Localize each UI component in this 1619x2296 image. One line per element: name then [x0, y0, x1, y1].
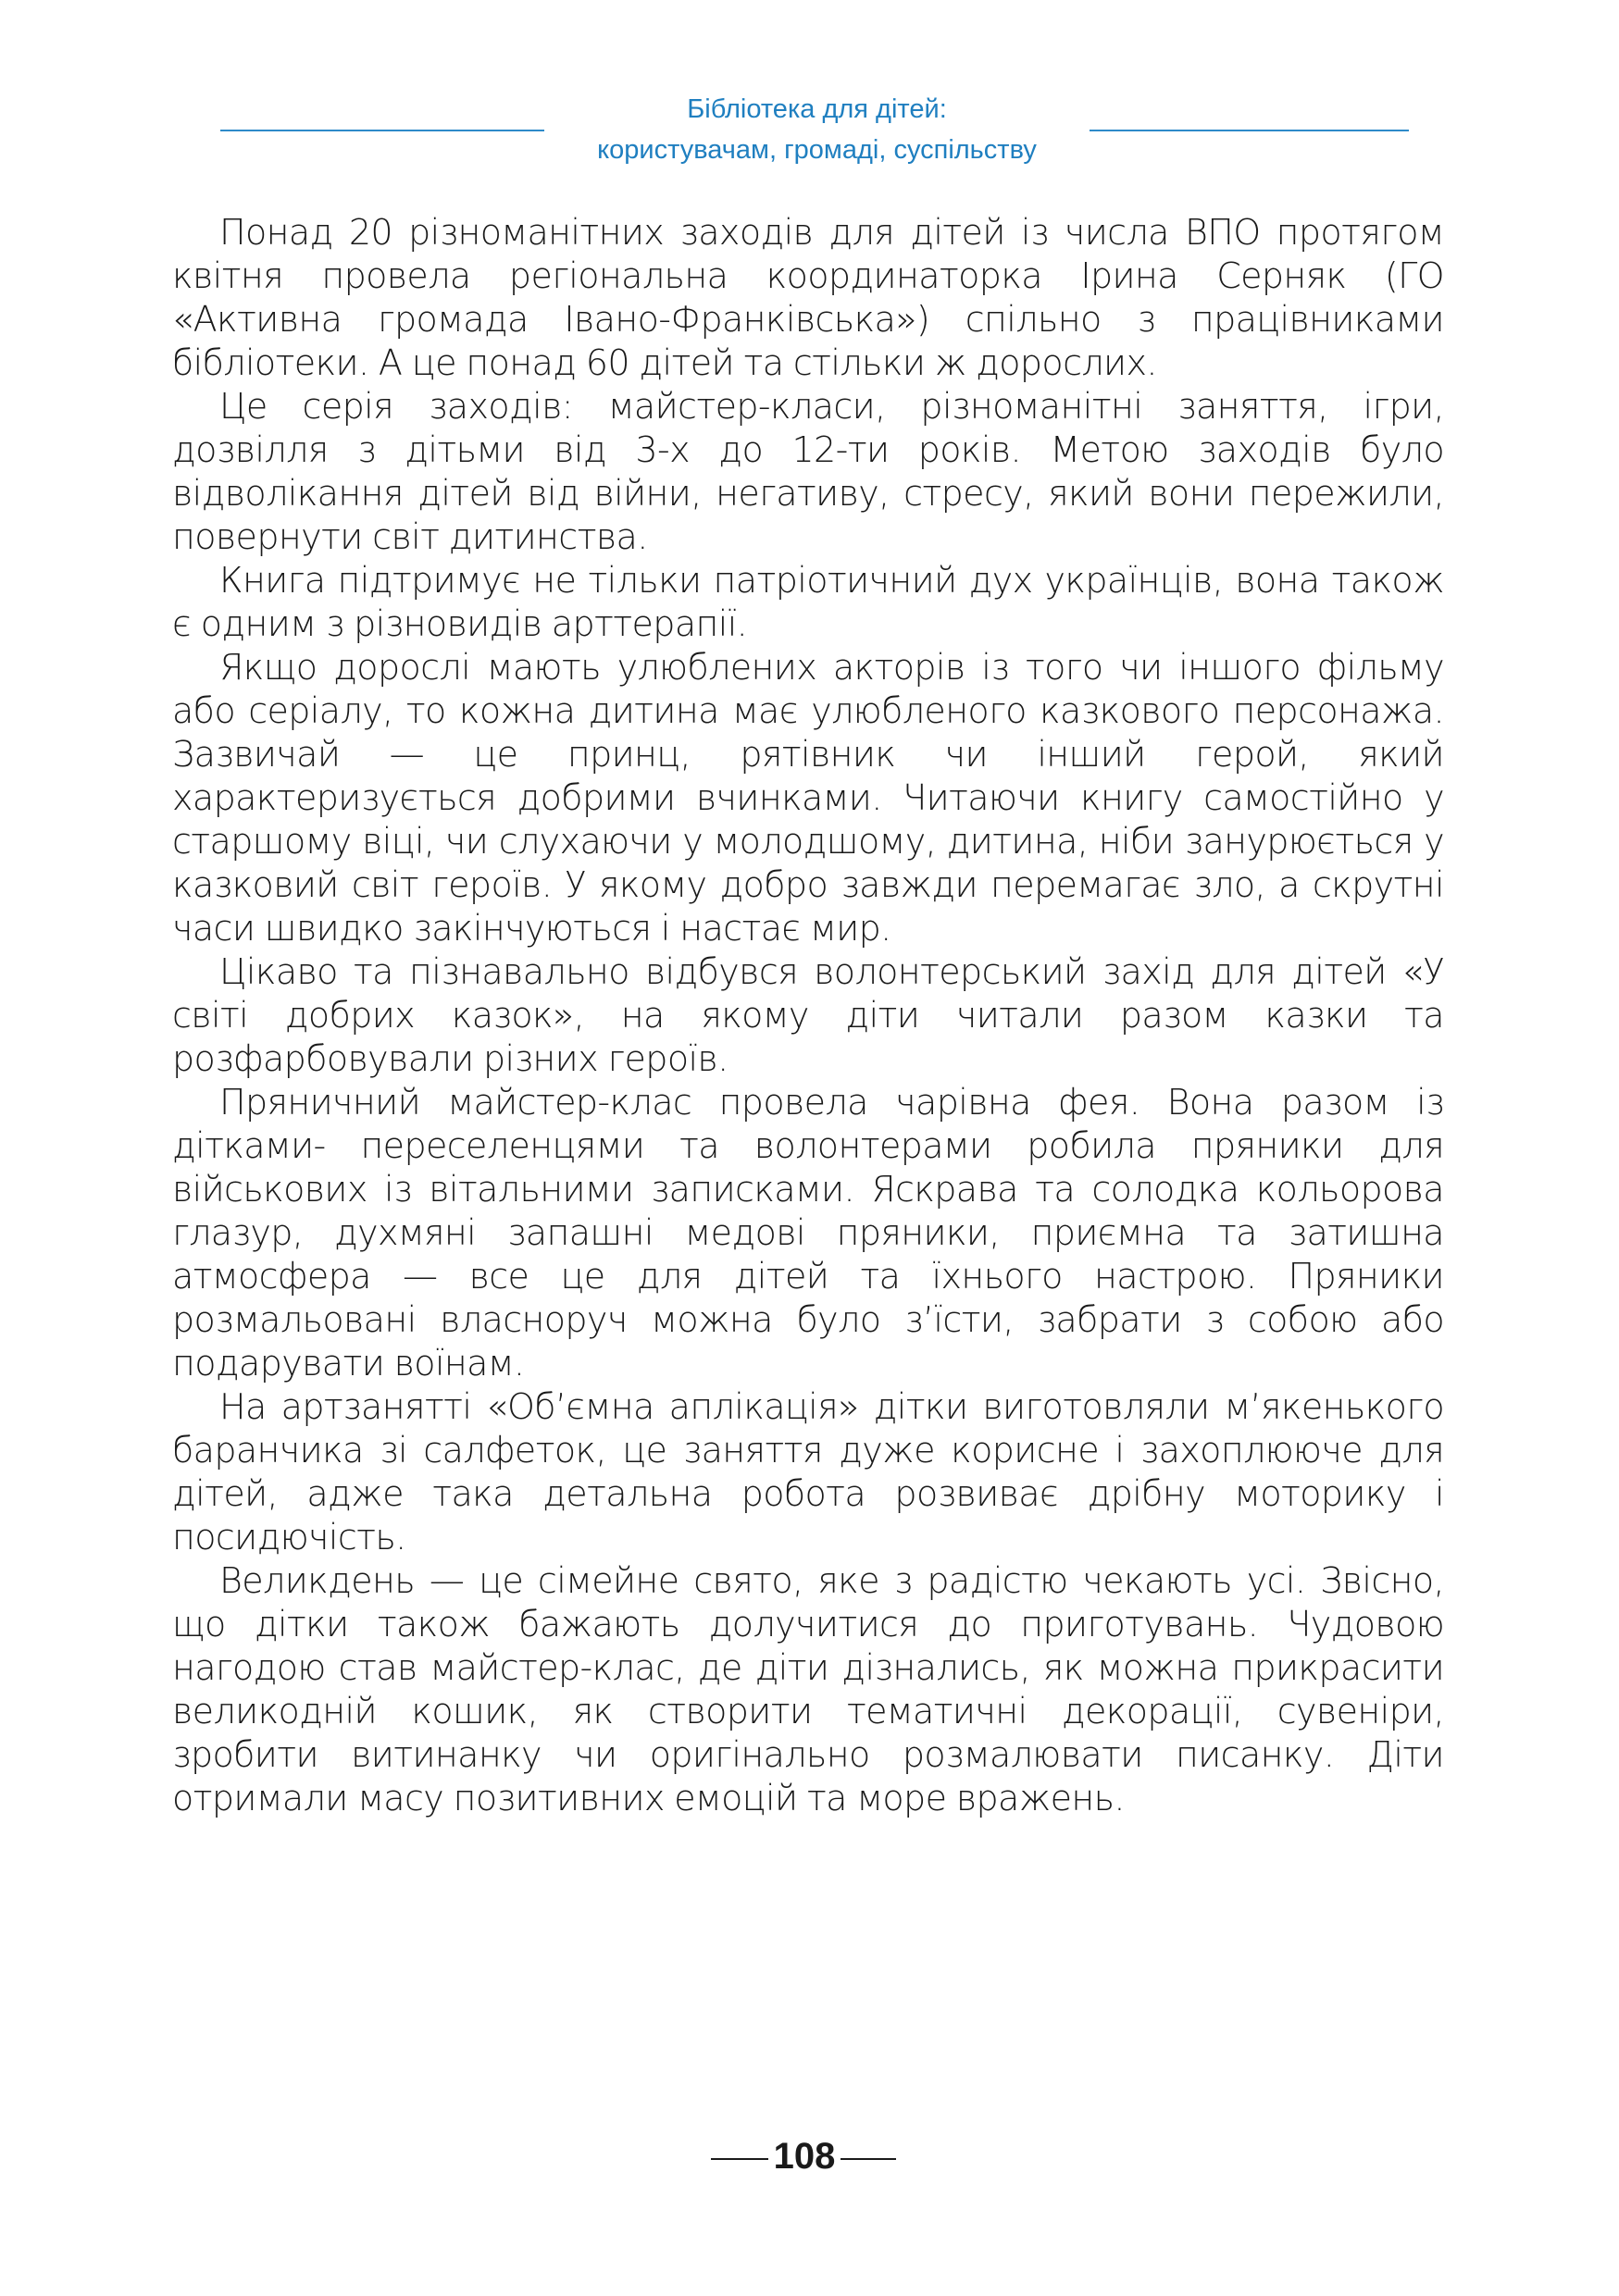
- header-title-line-1: Бібліотека для дітей:: [687, 94, 947, 124]
- header-title: [544, 89, 1090, 170]
- body-text: [172, 211, 1444, 1820]
- paragraph: Понад 20 різноманітних заходів для дітей із числа ВПО протягом квітня провела регіональна координаторка Ірина Серняк (ГО «Активна громада Івано-Франківська») спільно з працівниками бібліотеки. А це понад 60 дітей та стільки ж дорослих.: [172, 212, 1444, 383]
- footer-rule-right: [841, 2158, 896, 2160]
- paragraph: Пряничний майстер-клас провела чарівна фея. Вона разом із дітками- переселенцями та волонтерами робила пряники для військових із вітальними записками. Яскрава та солодка кольорова глазур, духмяні запашні медові пряники, приємна та затишна атмосфера — все це для дітей та їхнього настрою. Пряники розмальовані власноруч можна було з’їсти, забрати з собою або подарувати воїнам.: [172, 1082, 1444, 1384]
- paragraph: Книга підтримує не тільки патріотичний дух українців, вона також є одним з різновидів арттерапії.: [172, 560, 1444, 644]
- paragraph: Цікаво та пізнавально відбувся волонтерський захід для дітей «У світі добрих казок», на якому діти читали разом казки та розфарбовували різних героїв.: [172, 951, 1444, 1079]
- running-header: [0, 89, 1619, 172]
- paragraph: Великдень — це сімейне свято, яке з радістю чекають усі. Звісно, що дітки також бажають долучитися до приготувань. Чудовою нагодою став майстер-клас, де діти дізнались, як можна прикрасити великодній кошик, як створити тематичні декорації, сувеніри, зробити витинанку чи оригінально розмалювати писанку. Діти отримали масу позитивних емоцій та море вражень.: [172, 1560, 1444, 1818]
- header-rule-right: [1090, 130, 1409, 131]
- page-footer: [0, 2128, 1619, 2184]
- header-rule-left: [220, 130, 544, 131]
- footer-rule-left: [711, 2158, 768, 2160]
- page-number: 108: [773, 2136, 836, 2177]
- paragraph: Це серія заходів: майстер-класи, різноманітні заняття, ігри, дозвілля з дітьми від 3-х до 12-ти років. Метою заходів було відволікання дітей від війни, негативу, стресу, який вони пережили, повернути світ дитинства.: [172, 386, 1444, 557]
- paragraph: На артзанятті «Об’ємна аплікація» дітки виготовляли м’якенького баранчика зі салфеток, це заняття дуже корисне і захоплююче для дітей, адже така детальна робота розвиває дрібну моторику і посидючість.: [172, 1386, 1444, 1558]
- paragraph: Якщо дорослі мають улюблених акторів із того чи іншого фільму або серіалу, то кожна дитина має улюбленого казкового персонажа. Зазвичай — це принц, рятівник чи інший герой, який характеризується добрими вчинками. Читаючи книгу самостійно у старшому віці, чи слухаючи у молодшому, дитина, ніби занурюється у казковий світ героїв. У якому добро завжди перемагає зло, а скрутні часи швидко закінчуються і настає мир.: [172, 647, 1444, 949]
- header-title-line-2: користувачам, громаді, суспільству: [597, 135, 1037, 165]
